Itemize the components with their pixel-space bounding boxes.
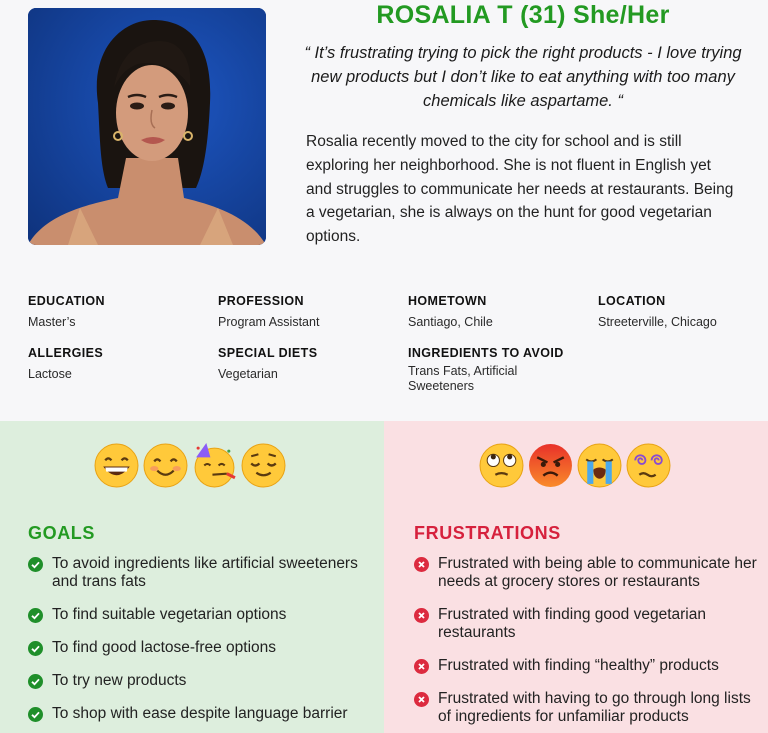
list-item bbox=[414, 555, 759, 591]
eye-roll-face-icon bbox=[479, 443, 524, 488]
x-circle-icon bbox=[414, 608, 429, 623]
fact-value: Vegetarian bbox=[218, 367, 278, 381]
fact-education bbox=[28, 293, 208, 330]
list-item bbox=[414, 657, 759, 675]
fact-location bbox=[598, 293, 763, 330]
x-circle-icon bbox=[414, 659, 429, 674]
fact-label: SPECIAL DIETS bbox=[218, 346, 318, 360]
goals-title: GOALS bbox=[28, 523, 96, 543]
smiling-face-icon bbox=[143, 443, 188, 488]
fact-label: PROFESSION bbox=[218, 294, 304, 308]
frustrations-panel bbox=[384, 421, 768, 733]
persona-quote: “ It’s frustrating trying to pick the right products - I love trying new products but I don’t like to eat anything with too many chemicals like aspartame. “ bbox=[304, 44, 742, 110]
goals-panel bbox=[0, 421, 384, 733]
list-item bbox=[28, 639, 373, 657]
angry-face-icon bbox=[528, 443, 573, 488]
fact-value: Santiago, Chile bbox=[408, 315, 493, 329]
frustrations-emoji-row bbox=[479, 443, 671, 488]
goal-text: To try new products bbox=[52, 672, 187, 689]
check-circle-icon bbox=[28, 641, 43, 656]
list-item bbox=[28, 555, 373, 591]
dizzy-face-icon bbox=[626, 443, 671, 488]
list-item bbox=[28, 705, 373, 723]
list-item bbox=[28, 672, 373, 690]
fact-value: Lactose bbox=[28, 367, 72, 381]
fact-label: INGREDIENTS TO AVOID bbox=[408, 346, 564, 360]
fact-label: EDUCATION bbox=[28, 294, 105, 308]
check-circle-icon bbox=[28, 674, 43, 689]
fact-value: Program Assistant bbox=[218, 315, 320, 329]
goal-text: To shop with ease despite language barrier bbox=[52, 705, 348, 722]
frustrations-title: FRUSTRATIONS bbox=[414, 523, 561, 543]
goals-list bbox=[28, 555, 373, 723]
persona-bio: Rosalia recently moved to the city for school and is still exploring her neighborhood. She is not fluent in English yet and struggles to communicate her needs at restaurants. Being a vegetarian, she is always on the hunt for good vegetarian options. bbox=[306, 133, 734, 246]
fact-special-diets bbox=[218, 345, 398, 382]
frustration-text: Frustrated with finding “healthy” products bbox=[438, 657, 719, 674]
goal-text: To find suitable vegetarian options bbox=[52, 606, 287, 623]
list-item bbox=[414, 690, 759, 726]
list-item bbox=[28, 606, 373, 624]
goals-emoji-row bbox=[94, 443, 286, 488]
fact-allergies bbox=[28, 345, 208, 382]
fact-profession bbox=[218, 293, 398, 330]
fact-value: Master’s bbox=[28, 315, 76, 329]
fact-label: ALLERGIES bbox=[28, 346, 104, 360]
grinning-face-icon bbox=[94, 443, 139, 488]
fact-label: LOCATION bbox=[598, 294, 666, 308]
frustration-text: Frustrated with being able to communicate her needs at grocery stores or restaurants bbox=[438, 555, 757, 590]
check-circle-icon bbox=[28, 557, 43, 572]
crying-face-icon bbox=[577, 443, 622, 488]
goal-text: To find good lactose-free options bbox=[52, 639, 277, 656]
fact-ingredients-to-avoid bbox=[408, 345, 568, 394]
list-item bbox=[414, 606, 759, 642]
goal-text: To avoid ingredients like artificial sweeteners and trans fats bbox=[52, 555, 358, 590]
persona-photo bbox=[28, 8, 266, 245]
fact-label: HOMETOWN bbox=[408, 294, 487, 308]
partying-face-icon bbox=[192, 443, 237, 488]
check-circle-icon bbox=[28, 608, 43, 623]
x-circle-icon bbox=[414, 557, 429, 572]
persona-name: ROSALIA T (31) She/Her bbox=[376, 1, 670, 29]
frustration-text: Frustrated with finding good vegetarian restaurants bbox=[438, 606, 706, 641]
relieved-face-icon bbox=[241, 443, 286, 488]
fact-value: Trans Fats, Artificial Sweeteners bbox=[408, 364, 518, 393]
check-circle-icon bbox=[28, 707, 43, 722]
fact-value: Streeterville, Chicago bbox=[598, 315, 717, 329]
x-circle-icon bbox=[414, 692, 429, 707]
fact-hometown bbox=[408, 293, 588, 330]
frustrations-list bbox=[414, 555, 759, 726]
frustration-text: Frustrated with having to go through long lists of ingredients for unfamiliar products bbox=[438, 690, 751, 725]
